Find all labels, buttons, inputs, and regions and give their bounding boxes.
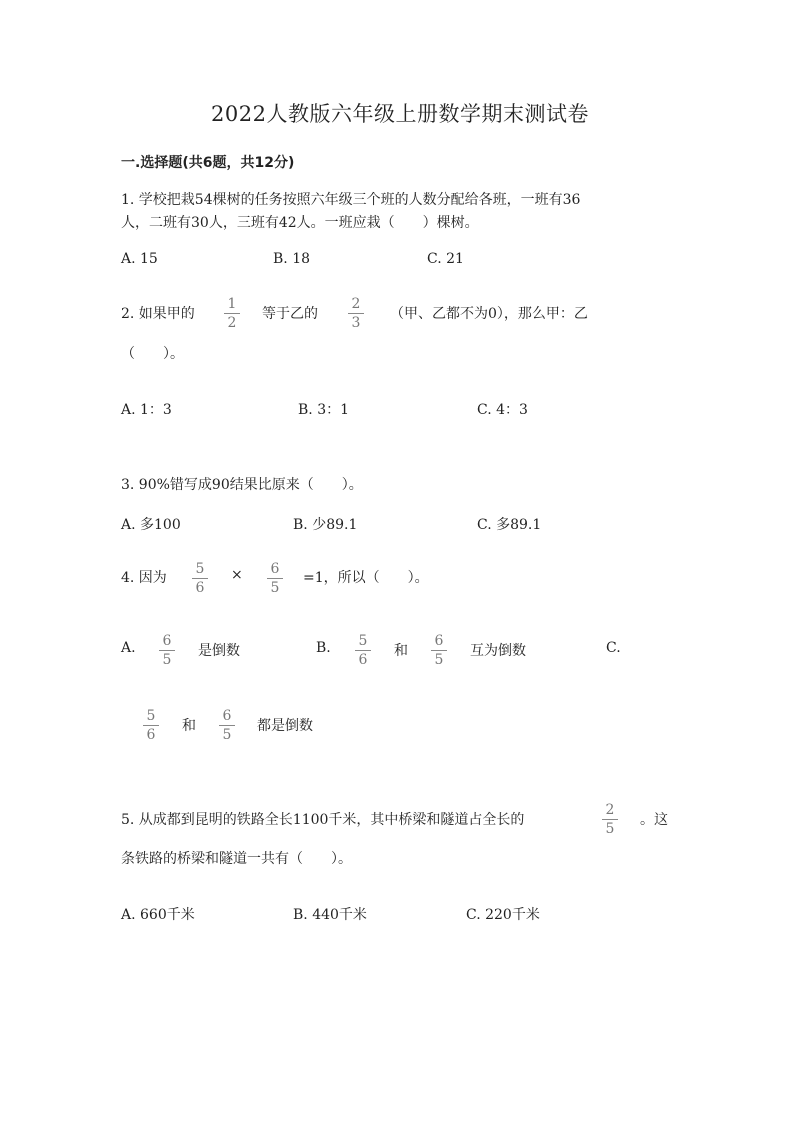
question-2-suffix: （甲、乙都不为0），那么甲：乙 xyxy=(390,306,588,322)
question-2-option-c: C. 4：3 xyxy=(477,402,528,418)
numerator: 2 xyxy=(351,296,361,312)
fraction-bar xyxy=(219,725,235,726)
fraction-bar xyxy=(348,313,364,314)
question-1-option-c: C. 21 xyxy=(427,251,464,267)
denominator: 5 xyxy=(162,652,172,668)
question-3-option-c: C. 多89.1 xyxy=(477,517,542,533)
question-4-suffix: =1，所以（ ）。 xyxy=(303,570,429,586)
fraction-bar xyxy=(143,725,159,726)
question-4-option-a-text: 是倒数 xyxy=(198,643,240,659)
option-a-fraction xyxy=(156,633,178,668)
fraction-bar xyxy=(267,578,283,579)
numerator: 6 xyxy=(222,708,232,724)
question-1-line-1: 1. 学校把栽54棵树的任务按照六年级三个班的人数分配给各班，一班有36 xyxy=(121,192,581,208)
denominator: 5 xyxy=(222,727,232,743)
numerator: 1 xyxy=(227,296,237,312)
question-4-option-b-label: B. xyxy=(316,640,331,656)
denominator: 6 xyxy=(146,727,156,743)
fraction-bar xyxy=(355,650,371,651)
denominator: 5 xyxy=(434,652,444,668)
denominator: 5 xyxy=(605,821,615,837)
numerator: 5 xyxy=(358,633,368,649)
question-2-option-a: A. 1：3 xyxy=(121,402,172,418)
question-5-suffix: 。这 xyxy=(640,812,668,828)
question-1-option-a: A. 15 xyxy=(121,251,158,267)
option-c-fraction-1 xyxy=(140,708,162,743)
numerator: 5 xyxy=(195,561,205,577)
question-4-option-b-text: 互为倒数 xyxy=(470,643,526,659)
fraction-5-6 xyxy=(189,561,211,596)
times-sign: × xyxy=(231,567,243,583)
denominator: 5 xyxy=(270,580,280,596)
option-c-fraction-2 xyxy=(216,708,238,743)
question-5-option-b: B. 440千米 xyxy=(293,907,367,923)
fraction-bar xyxy=(192,578,208,579)
fraction-bar xyxy=(431,650,447,651)
question-3-option-b: B. 少89.1 xyxy=(293,517,358,533)
question-5-line-2: 条铁路的桥梁和隧道一共有（ ）。 xyxy=(121,851,352,867)
numerator: 6 xyxy=(270,561,280,577)
question-5-option-c: C. 220千米 xyxy=(466,907,540,923)
question-3-option-a: A. 多100 xyxy=(121,517,181,533)
question-2-line-2: （ ）。 xyxy=(121,346,184,362)
numerator: 6 xyxy=(434,633,444,649)
section-heading: 一.选择题(共6题，共12分) xyxy=(121,155,295,171)
denominator: 6 xyxy=(195,580,205,596)
question-4-option-a-label: A. xyxy=(121,640,136,656)
fraction-2-3 xyxy=(345,296,367,331)
option-b-fraction-2 xyxy=(428,633,450,668)
question-2-prefix: 2. 如果甲的 xyxy=(121,306,195,322)
fraction-bar xyxy=(224,313,240,314)
denominator: 6 xyxy=(358,652,368,668)
option-b-fraction-1 xyxy=(352,633,374,668)
denominator: 2 xyxy=(227,315,237,331)
question-1-option-b: B. 18 xyxy=(273,251,311,267)
fraction-bar xyxy=(602,819,618,820)
denominator: 3 xyxy=(351,315,361,331)
option-c-and: 和 xyxy=(182,718,196,734)
fraction-6-5 xyxy=(264,561,286,596)
question-5-prefix: 5. 从成都到昆明的铁路全长1100千米，其中桥梁和隧道占全长的 xyxy=(121,812,525,828)
fraction-bar xyxy=(159,650,175,651)
page-title: 2022人教版六年级上册数学期末测试卷 xyxy=(211,102,589,126)
fraction-2-5 xyxy=(599,802,621,837)
question-4-option-c-label: C. xyxy=(606,640,621,656)
question-5-option-a: A. 660千米 xyxy=(121,907,195,923)
question-4-prefix: 4. 因为 xyxy=(121,570,167,586)
option-b-and: 和 xyxy=(394,643,408,659)
question-3-text: 3. 90%错写成90结果比原来（ ）。 xyxy=(121,477,363,493)
numerator: 2 xyxy=(605,802,615,818)
question-4-option-c-text: 都是倒数 xyxy=(257,718,313,734)
fraction-1-2 xyxy=(221,296,243,331)
question-2-middle: 等于乙的 xyxy=(262,306,318,322)
numerator: 6 xyxy=(162,633,172,649)
numerator: 5 xyxy=(146,708,156,724)
question-1-line-2: 人，二班有30人，三班有42人。一班应栽（ ）棵树。 xyxy=(121,215,479,231)
question-2-option-b: B. 3：1 xyxy=(298,402,350,418)
